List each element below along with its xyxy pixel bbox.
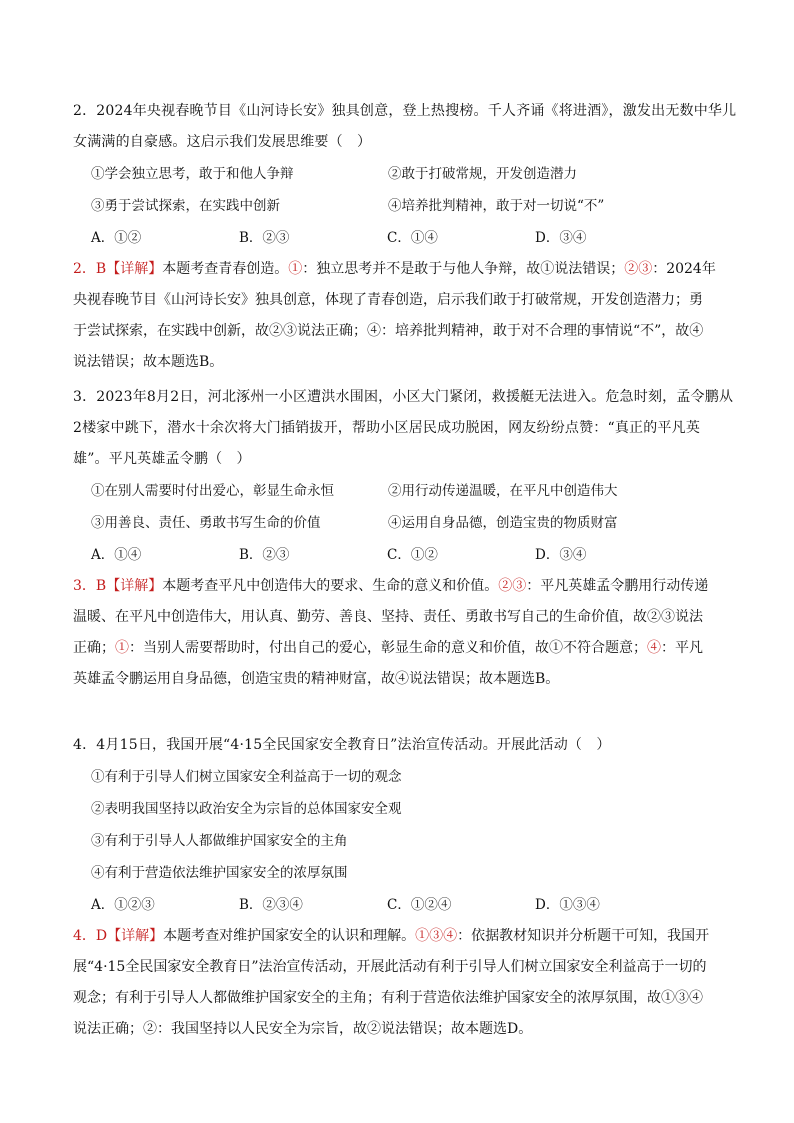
question-2: [73, 96, 737, 378]
statement-3: ③勇于尝试探索，在实践中创新: [91, 198, 280, 214]
question-stem-line: 4．4月15日，我国开展“4·15全民国家安全教育日”法治宣传活动。开展此活动（ ）: [73, 737, 611, 753]
question-stem-line: 2．2024年央视春晚节目《山河诗长安》独具创意，登上热搜榜。千人齐诵《将进酒》，激发出无数中华儿: [73, 103, 737, 119]
answer-text: ：2024年: [652, 261, 716, 277]
statement-2: ②表明我国坚持以政治安全为宗旨的总体国家安全观: [91, 801, 402, 817]
statement-4: ④培养批判精神，敢于对一切说“不”: [388, 198, 605, 214]
statement-1: ①有利于引导人们树立国家安全利益高于一切的观念: [91, 769, 402, 785]
answer-tag: 3．B【详解】: [73, 578, 163, 594]
answer-line: [73, 571, 733, 602]
statement-row: [73, 475, 733, 507]
question-4: [73, 730, 733, 1045]
answer-line: [73, 983, 733, 1014]
answer-choices: [73, 889, 733, 921]
choice-b: B．②③④: [239, 897, 303, 913]
answer-text: ：当别人需要帮助时，付出自己的爱心，彰显生命的意义和价值，故①不符合题意；: [129, 640, 647, 656]
answer-text: 本题考查对维护国家安全的认识和理解。: [163, 928, 416, 944]
question-stem-line: 3．2023年8月2日，河北涿州一小区遭洪水围困，小区大门紧闭，救援艇无法进入。危急时刻，孟令鹏从: [73, 389, 734, 405]
answer-explanation: [73, 571, 733, 695]
answer-line: [73, 633, 733, 664]
answer-highlight: ①③④: [415, 928, 458, 944]
answer-text: 正确；: [73, 640, 115, 656]
statement-2: ②用行动传递温暖，在平凡中创造伟大: [388, 483, 618, 499]
statement-4: ④运用自身品德，创造宝贵的物质财富: [388, 515, 618, 531]
choice-d: D．③④: [535, 230, 587, 246]
statement-row: [73, 158, 733, 190]
statement-2: ②敢于打破常规，开发创造潜力: [388, 166, 577, 182]
answer-line: [73, 602, 733, 633]
choice-a: A．①②③: [91, 897, 155, 913]
choice-a: A．①④: [91, 547, 142, 563]
choice-c: C．①②: [387, 547, 438, 563]
answer-line: [73, 1014, 733, 1045]
answer-text: 说法正确；②：我国坚持以人民安全为宗旨，故②说法错误；故本题选D。: [73, 1021, 533, 1037]
answer-line: [73, 952, 733, 983]
answer-text: 本题考查青春创造。: [162, 261, 289, 277]
answer-explanation: [73, 254, 733, 378]
answer-highlight: ①: [288, 261, 303, 277]
answer-text: ：独立思考并不是敢于与他人争辩，故①说法错误；: [302, 261, 625, 277]
answer-tag: 4．D【详解】: [73, 928, 164, 944]
answer-text: ：平凡英雄孟令鹏用行动传递: [526, 578, 709, 594]
answer-highlight: ②③: [498, 578, 527, 594]
question-stem-line: 雄”。平凡英雄孟令鹏（ ）: [73, 451, 251, 467]
answer-explanation: [73, 921, 733, 1045]
answer-line: [73, 285, 733, 316]
question-stem-line: 女满满的自豪感。这启示我们发展思维要（ ）: [73, 134, 372, 150]
answer-text: 展“4·15全民国家安全教育日”法治宣传活动，开展此活动有利于引导人们树立国家安全利益高于一切的: [73, 959, 707, 975]
answer-highlight: ④: [647, 640, 661, 656]
answer-choices: [73, 539, 733, 571]
answer-line: [73, 254, 733, 285]
answer-tag: 2．B【详解】: [73, 261, 163, 277]
answer-text: ：依据教材知识并分析题干可知，我国开: [457, 928, 710, 944]
answer-line: [73, 664, 733, 695]
statement-1: ①在别人需要时付出爱心，彰显生命永恒: [91, 483, 334, 499]
answer-highlight: ②③: [624, 261, 653, 277]
answer-choices: [73, 222, 733, 254]
choice-d: D．①③④: [535, 897, 600, 913]
answer-line: [73, 316, 733, 347]
question-3: [73, 382, 733, 695]
answer-text: 央视春晚节目《山河诗长安》独具创意，体现了青春创造，启示我们敢于打破常规，开发创造潜力；勇: [73, 292, 703, 308]
answer-text: 英雄孟令鹏运用自身品德，创造宝贵的精神财富，故④说法错误；故本题选B。: [73, 671, 560, 687]
answer-highlight: ①: [115, 640, 129, 656]
choice-b: B．②③: [239, 230, 290, 246]
answer-text: 本题考查平凡中创造伟大的要求、生命的意义和价值。: [162, 578, 499, 594]
answer-text: 观念；有利于引导人人都做维护国家安全的主角；有利于营造依法维护国家安全的浓厚氛围，故①③④: [73, 990, 703, 1006]
answer-line: [73, 347, 733, 378]
answer-text: 说法错误；故本题选B。: [73, 354, 224, 370]
answer-text: ：平凡: [661, 640, 703, 656]
choice-c: C．①④: [387, 230, 438, 246]
choice-a: A．①②: [91, 230, 142, 246]
statement-3: ③用善良、责任、勇敢书写生命的价值: [91, 515, 321, 531]
statement-row: [73, 190, 733, 222]
question-stem-line: 2楼家中跳下，潜水十余次将大门插销拔开，帮助小区居民成功脱困，网友纷纷点赞：“真正的平凡英: [73, 420, 701, 436]
choice-c: C．①②④: [387, 897, 452, 913]
statement-3: ③有利于引导人人都做维护国家安全的主角: [91, 833, 348, 849]
statement-row: [73, 507, 733, 539]
answer-line: [73, 921, 733, 952]
statement-4: ④有利于营造依法维护国家安全的浓厚氛围: [91, 865, 348, 881]
answer-text: 于尝试探索，在实践中创新，故②③说法正确；④：培养批判精神，敢于对不合理的事情说“不”，故④: [73, 323, 704, 339]
choice-b: B．②③: [239, 547, 290, 563]
choice-d: D．③④: [535, 547, 587, 563]
answer-text: 温暖、在平凡中创造伟大，用认真、勤劳、善良、坚持、责任、勇敢书写自己的生命价值，故②③说法: [73, 609, 703, 625]
statement-1: ①学会独立思考，敢于和他人争辩: [91, 166, 294, 182]
